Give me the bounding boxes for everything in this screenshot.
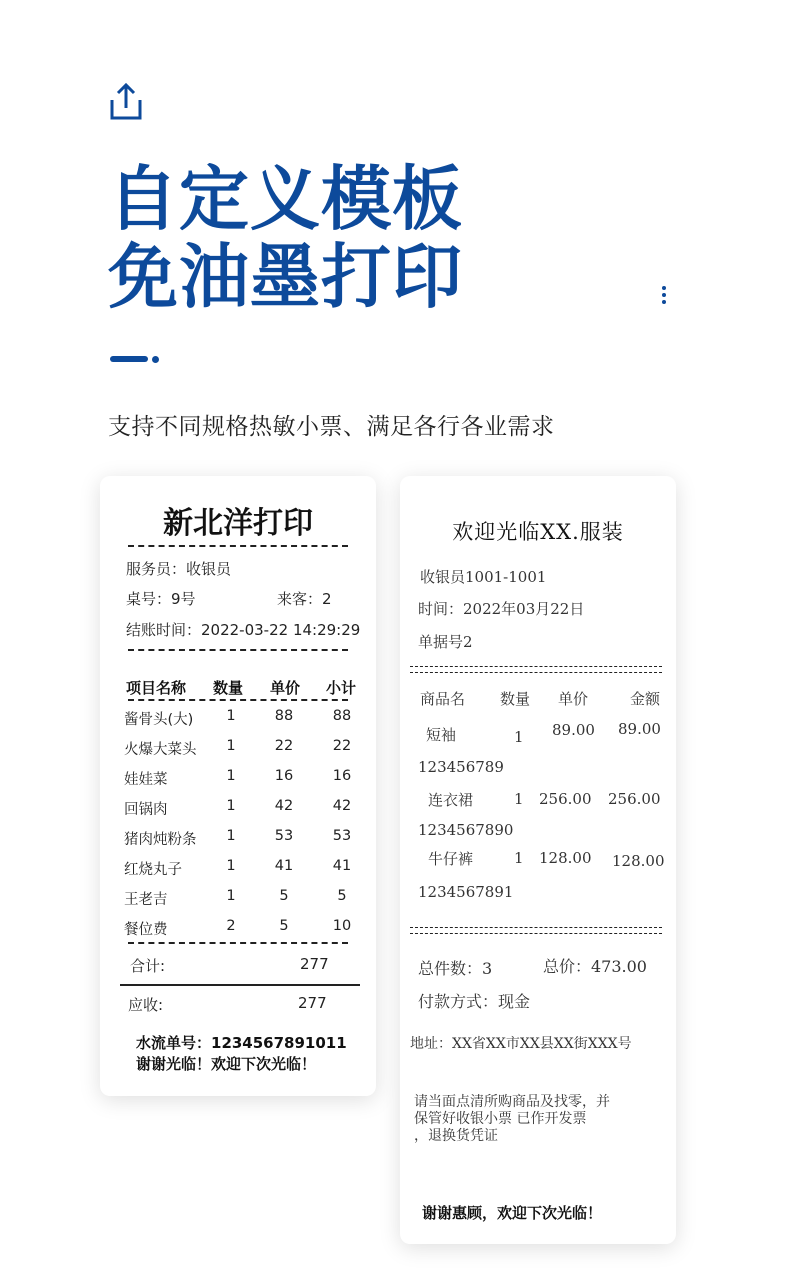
item-name: 火爆大菜头 xyxy=(124,742,197,758)
divider xyxy=(120,984,360,986)
item-subtotal: 16 xyxy=(332,768,352,784)
item-amount: 256.00 xyxy=(608,790,661,808)
item-name: 酱骨头(大) xyxy=(124,712,194,728)
total-price: 总价：473.00 xyxy=(543,957,647,976)
item-qty: 2 xyxy=(226,918,236,934)
share-icon[interactable] xyxy=(108,82,144,122)
item-name: 连衣裙 xyxy=(428,791,474,809)
payment-method: 付款方式：现金 xyxy=(418,992,531,1011)
item-qty: 1 xyxy=(226,888,236,904)
item-price: 89.00 xyxy=(552,721,595,739)
divider xyxy=(410,666,662,667)
receipt-title: 新北洋打印 xyxy=(163,506,313,541)
total-label: 合计: xyxy=(130,957,166,975)
item-amount: 128.00 xyxy=(612,852,665,870)
item-price: 53 xyxy=(274,828,294,844)
item-qty: 1 xyxy=(226,828,236,844)
col-header-subtotal: 小计 xyxy=(326,679,357,697)
thanks-text: 谢谢光临！欢迎下次光临！ xyxy=(136,1055,317,1073)
item-amount: 89.00 xyxy=(618,720,661,738)
headline-line-1: 自定义模板 xyxy=(108,158,463,240)
col-header-name: 商品名 xyxy=(420,690,466,708)
item-name: 餐位费 xyxy=(124,922,168,938)
item-name: 娃娃菜 xyxy=(124,772,168,788)
item-price: 16 xyxy=(274,768,294,784)
item-subtotal: 10 xyxy=(332,918,352,934)
notice-line-3: ，退换货凭证 xyxy=(414,1128,498,1144)
divider xyxy=(128,699,348,701)
col-header-price: 单价 xyxy=(270,679,301,697)
item-name: 牛仔裤 xyxy=(428,850,474,868)
divider xyxy=(128,942,348,944)
item-price: 22 xyxy=(274,738,294,754)
item-price: 5 xyxy=(279,918,289,934)
divider xyxy=(410,933,662,934)
address-text: 地址：XX省XX市XX县XX街XXX号 xyxy=(410,1036,632,1052)
item-code: 1234567891 xyxy=(418,883,514,901)
time-text: 时间：2022年03月22日 xyxy=(418,600,585,618)
receivable-value: 277 xyxy=(298,994,327,1012)
item-subtotal: 22 xyxy=(332,738,352,754)
item-code: 1234567890 xyxy=(418,821,514,839)
headline xyxy=(108,160,463,316)
item-qty: 1 xyxy=(226,858,236,874)
thanks-text: 谢谢惠顾，欢迎下次光临！ xyxy=(422,1204,603,1222)
item-qty: 1 xyxy=(226,708,236,724)
item-qty: 1 xyxy=(226,738,236,754)
item-subtotal: 42 xyxy=(332,798,352,814)
item-price: 128.00 xyxy=(539,849,592,867)
item-name: 短袖 xyxy=(426,726,457,744)
receivable-label: 应收: xyxy=(128,996,164,1014)
serial-number: 水流单号：1234567891011 xyxy=(136,1034,347,1052)
total-count: 总件数：3 xyxy=(418,959,493,978)
item-qty: 1 xyxy=(514,849,524,867)
accent-line xyxy=(110,356,148,362)
item-subtotal: 53 xyxy=(332,828,352,844)
headline-line-2: 免油墨打印 xyxy=(108,236,463,318)
subtitle: 支持不同规格热敏小票、满足各行各业需求 xyxy=(108,414,555,440)
waiter-text: 服务员：收银员 xyxy=(126,560,232,578)
col-header-name: 项目名称 xyxy=(126,679,187,697)
col-header-price: 单价 xyxy=(558,690,589,708)
item-subtotal: 5 xyxy=(337,888,347,904)
more-vertical-icon[interactable] xyxy=(660,286,668,308)
receipt-title: 欢迎光临XX.服装 xyxy=(452,520,624,544)
item-price: 256.00 xyxy=(539,790,592,808)
order-number: 单据号2 xyxy=(418,633,473,651)
item-name: 猪肉炖粉条 xyxy=(124,832,197,848)
checkout-time-text: 结账时间：2022-03-22 14:29:29 xyxy=(126,621,361,639)
divider xyxy=(410,927,662,928)
divider xyxy=(128,545,348,547)
item-subtotal: 41 xyxy=(332,858,352,874)
col-header-qty: 数量 xyxy=(213,679,244,697)
item-price: 41 xyxy=(274,858,294,874)
divider xyxy=(128,649,348,651)
item-name: 回锅肉 xyxy=(124,802,168,818)
cashier-text: 收银员1001-1001 xyxy=(420,568,547,586)
accent-dot xyxy=(152,356,159,363)
col-header-qty: 数量 xyxy=(500,690,531,708)
item-qty: 1 xyxy=(514,790,524,808)
item-subtotal: 88 xyxy=(332,708,352,724)
notice-line-1: 请当面点清所购商品及找零，并 xyxy=(414,1094,610,1110)
item-price: 88 xyxy=(274,708,294,724)
total-value: 277 xyxy=(300,955,329,973)
receipt-card-restaurant xyxy=(100,476,376,1096)
guests-text: 来客：2 xyxy=(277,590,332,608)
item-qty: 1 xyxy=(226,768,236,784)
notice-line-2: 保管好收银小票 已作开发票 xyxy=(414,1111,587,1127)
divider xyxy=(410,672,662,673)
col-header-amount: 金额 xyxy=(630,690,661,708)
table-text: 桌号：9号 xyxy=(126,590,196,608)
item-name: 红烧丸子 xyxy=(124,862,182,878)
item-name: 王老吉 xyxy=(124,892,168,908)
item-qty: 1 xyxy=(514,728,524,746)
item-price: 42 xyxy=(274,798,294,814)
item-code: 123456789 xyxy=(418,758,504,776)
item-price: 5 xyxy=(279,888,289,904)
item-qty: 1 xyxy=(226,798,236,814)
receipt-card-clothing xyxy=(400,476,676,1244)
